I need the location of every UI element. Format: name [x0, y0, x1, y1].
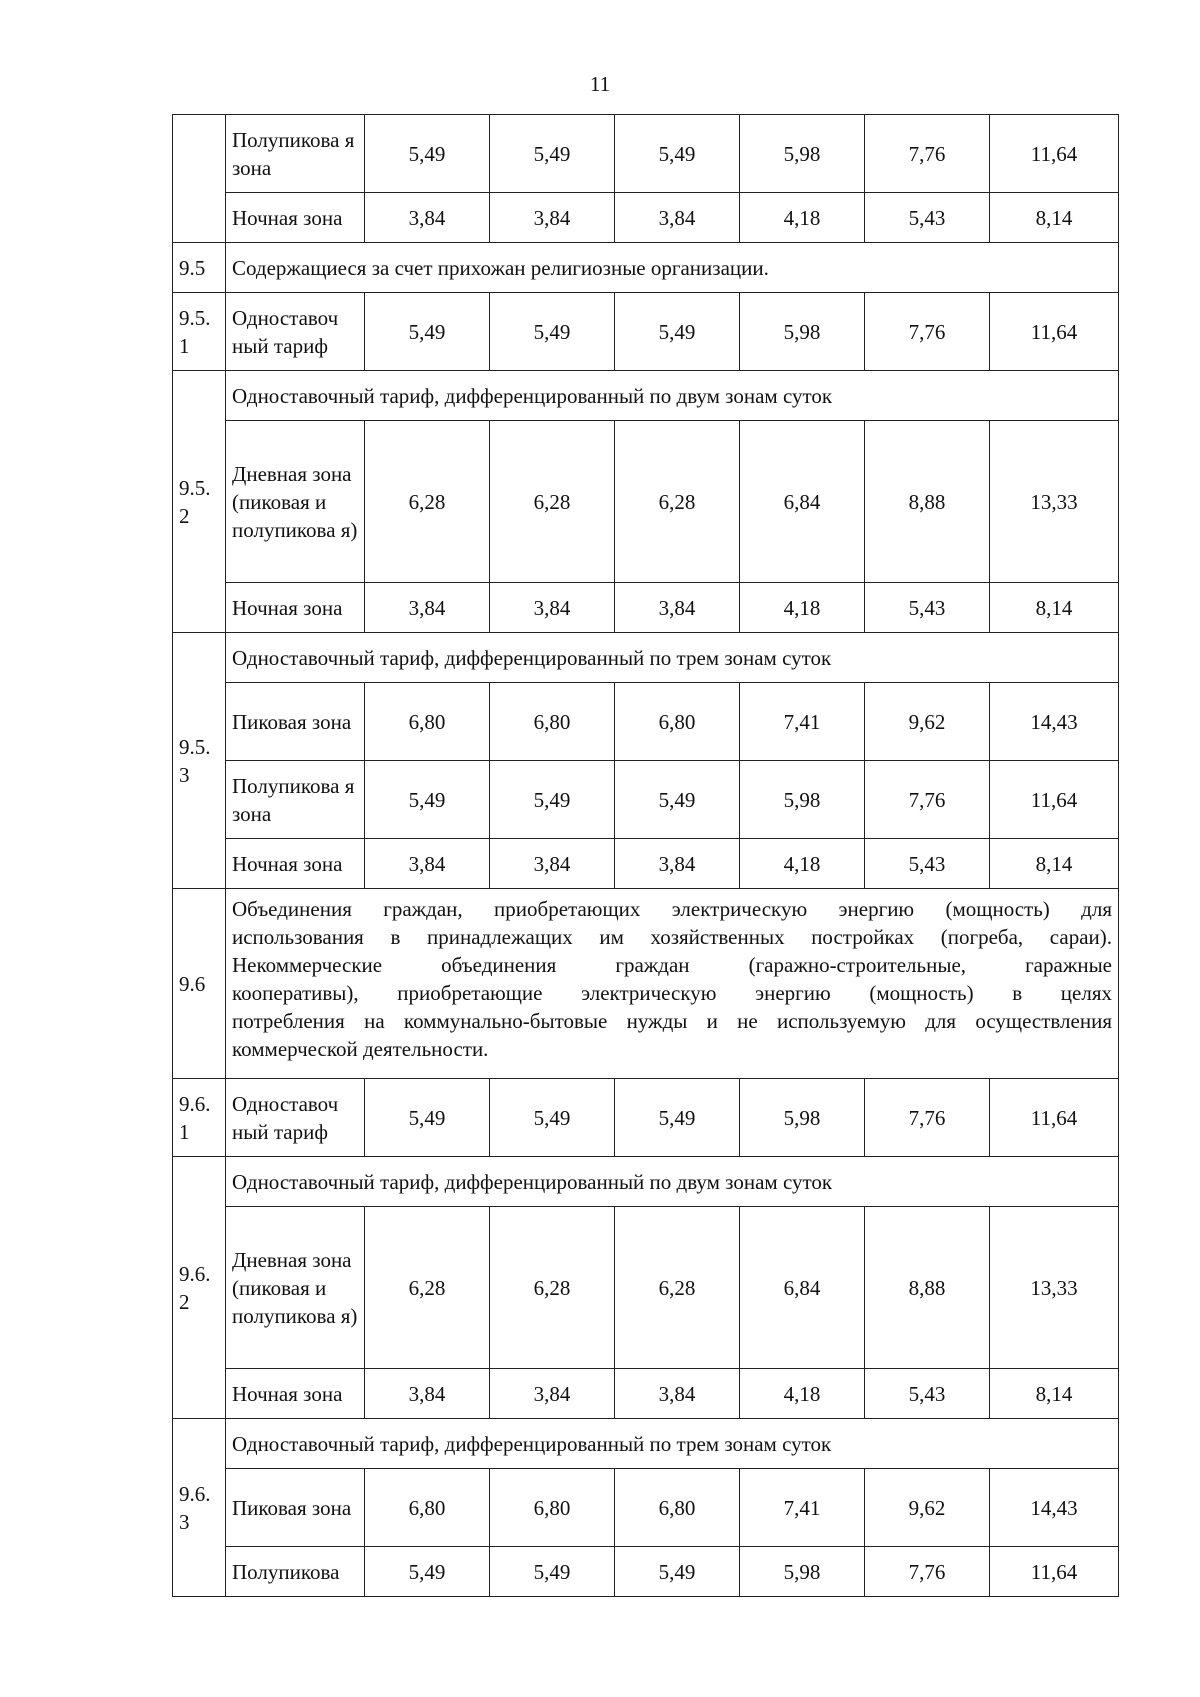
- tariff-value: 5,49: [615, 1079, 740, 1157]
- tariff-label: Одноставоч ный тариф: [226, 1079, 365, 1157]
- tariff-value: 7,41: [740, 1469, 865, 1547]
- description-line: потребления на коммунально-бытовые нужды и не используемую для осуществления: [232, 1009, 1112, 1033]
- tariff-value: 3,84: [365, 839, 490, 889]
- tariff-value: 7,76: [865, 761, 990, 839]
- tariff-value: 9,62: [865, 683, 990, 761]
- tariff-value: 3,84: [365, 193, 490, 243]
- tariff-value: 8,88: [865, 1207, 990, 1369]
- tariff-value: 5,98: [740, 293, 865, 371]
- table-row: [173, 1157, 1119, 1207]
- tariff-value: 8,14: [990, 839, 1119, 889]
- row-number: 9.5. 1: [173, 293, 226, 371]
- tariff-value: 4,18: [740, 583, 865, 633]
- description-line: Некоммерческие объединения граждан (гаражно-строительные, гаражные: [232, 953, 1112, 977]
- zone-label: Дневная зона (пиковая и полупикова я): [226, 1207, 365, 1369]
- tariff-value: 4,18: [740, 1369, 865, 1419]
- tariff-value: 6,80: [365, 683, 490, 761]
- zone-label: Полупикова я зона: [226, 115, 365, 193]
- table-row: [173, 1207, 1119, 1369]
- tariff-value: 11,64: [990, 115, 1119, 193]
- table-row: [173, 839, 1119, 889]
- tariff-value: 6,80: [615, 1469, 740, 1547]
- zone-label: Полупикова: [226, 1547, 365, 1597]
- table-row: [173, 1469, 1119, 1547]
- table-row: [173, 115, 1119, 193]
- section-heading: Одноставочный тариф, дифференцированный по трем зонам суток: [226, 633, 1119, 683]
- tariff-value: 6,28: [490, 1207, 615, 1369]
- zone-label: Ночная зона: [226, 193, 365, 243]
- tariff-value: 5,49: [490, 293, 615, 371]
- description-line: Объединения граждан, приобретающих электрическую энергию (мощность) для: [232, 897, 1112, 921]
- table-row: [173, 293, 1119, 371]
- tariff-value: 3,84: [490, 839, 615, 889]
- section-heading: Одноставочный тариф, дифференцированный по трем зонам суток: [226, 1419, 1119, 1469]
- row-number: 9.6: [173, 889, 226, 1079]
- tariff-value: 6,28: [615, 421, 740, 583]
- tariff-value: 7,76: [865, 1079, 990, 1157]
- tariff-value: 8,14: [990, 193, 1119, 243]
- tariff-value: 6,84: [740, 1207, 865, 1369]
- tariff-value: 3,84: [615, 193, 740, 243]
- tariff-value: 5,98: [740, 761, 865, 839]
- tariff-value: 3,84: [490, 193, 615, 243]
- tariff-value: 14,43: [990, 683, 1119, 761]
- tariff-value: 13,33: [990, 1207, 1119, 1369]
- tariff-value: 5,98: [740, 1079, 865, 1157]
- tariff-value: 6,80: [490, 683, 615, 761]
- tariff-value: 5,43: [865, 583, 990, 633]
- section-heading: Одноставочный тариф, дифференцированный по двум зонам суток: [226, 1157, 1119, 1207]
- table-row: [173, 633, 1119, 683]
- row-number: 9.5. 2: [173, 371, 226, 633]
- page-number: 11: [589, 72, 611, 96]
- tariff-value: 7,41: [740, 683, 865, 761]
- section-heading: Одноставочный тариф, дифференцированный по двум зонам суток: [226, 371, 1119, 421]
- row-number: 9.6. 2: [173, 1157, 226, 1419]
- zone-label: Пиковая зона: [226, 683, 365, 761]
- tariff-value: 3,84: [365, 1369, 490, 1419]
- table-row: [173, 1079, 1119, 1157]
- row-number: 9.5: [173, 243, 226, 293]
- tariff-value: 5,49: [615, 1547, 740, 1597]
- row-number: 9.6. 1: [173, 1079, 226, 1157]
- tariff-value: 3,84: [490, 1369, 615, 1419]
- description-line: коммерческой деятельности.: [232, 1037, 489, 1061]
- tariff-value: 11,64: [990, 761, 1119, 839]
- row-number: 9.6. 3: [173, 1419, 226, 1597]
- tariff-value: 6,84: [740, 421, 865, 583]
- tariff-value: 8,88: [865, 421, 990, 583]
- tariff-value: 6,28: [365, 421, 490, 583]
- tariff-value: 6,80: [490, 1469, 615, 1547]
- tariff-table: [172, 114, 1119, 1597]
- table-row: [173, 421, 1119, 583]
- table-row: [173, 761, 1119, 839]
- tariff-value: 6,28: [615, 1207, 740, 1369]
- description-line: использования в принадлежащих им хозяйственных постройках (погреба, сараи).: [232, 925, 1112, 949]
- tariff-value: 7,76: [865, 115, 990, 193]
- tariff-value: 5,49: [490, 761, 615, 839]
- section-heading: Содержащиеся за счет прихожан религиозные организации.: [226, 243, 1119, 293]
- tariff-value: 8,14: [990, 583, 1119, 633]
- tariff-value: 5,98: [740, 115, 865, 193]
- tariff-value: 13,33: [990, 421, 1119, 583]
- row-number-cell: [173, 115, 226, 243]
- tariff-value: 5,49: [365, 761, 490, 839]
- tariff-value: 8,14: [990, 1369, 1119, 1419]
- tariff-value: 5,49: [615, 293, 740, 371]
- section-description: [226, 889, 1119, 1079]
- tariff-value: 9,62: [865, 1469, 990, 1547]
- tariff-value: 3,84: [490, 583, 615, 633]
- tariff-value: 6,80: [615, 683, 740, 761]
- tariff-value: 14,43: [990, 1469, 1119, 1547]
- table-row: [173, 1419, 1119, 1469]
- table-row: [173, 193, 1119, 243]
- tariff-value: 11,64: [990, 293, 1119, 371]
- tariff-value: 5,49: [365, 293, 490, 371]
- tariff-value: 6,28: [365, 1207, 490, 1369]
- tariff-value: 5,49: [615, 761, 740, 839]
- tariff-value: 5,49: [365, 1547, 490, 1597]
- tariff-value: 5,49: [615, 115, 740, 193]
- zone-label: Полупикова я зона: [226, 761, 365, 839]
- tariff-value: 7,76: [865, 1547, 990, 1597]
- tariff-value: 5,49: [490, 115, 615, 193]
- tariff-value: 5,49: [490, 1547, 615, 1597]
- tariff-value: 3,84: [365, 583, 490, 633]
- tariff-value: 5,43: [865, 193, 990, 243]
- tariff-value: 4,18: [740, 839, 865, 889]
- table-row: [173, 371, 1119, 421]
- tariff-value: 5,49: [365, 1079, 490, 1157]
- zone-label: Ночная зона: [226, 583, 365, 633]
- table-row: [173, 583, 1119, 633]
- table-row: [173, 243, 1119, 293]
- tariff-value: 5,43: [865, 1369, 990, 1419]
- zone-label: Ночная зона: [226, 1369, 365, 1419]
- tariff-value: 3,84: [615, 839, 740, 889]
- tariff-label: Одноставоч ный тариф: [226, 293, 365, 371]
- zone-label: Ночная зона: [226, 839, 365, 889]
- tariff-value: 5,49: [490, 1079, 615, 1157]
- table-row: [173, 889, 1119, 1079]
- tariff-value: 5,49: [365, 115, 490, 193]
- tariff-value: 6,80: [365, 1469, 490, 1547]
- table-row: [173, 1547, 1119, 1597]
- description-line: кооперативы), приобретающие электрическую энергию (мощность) в целях: [232, 981, 1112, 1005]
- tariff-value: 11,64: [990, 1547, 1119, 1597]
- tariff-value: 11,64: [990, 1079, 1119, 1157]
- zone-label: Дневная зона (пиковая и полупикова я): [226, 421, 365, 583]
- tariff-value: 5,43: [865, 839, 990, 889]
- table-row: [173, 1369, 1119, 1419]
- row-number: 9.5. 3: [173, 633, 226, 889]
- tariff-value: 4,18: [740, 193, 865, 243]
- tariff-value: 6,28: [490, 421, 615, 583]
- tariff-value: 3,84: [615, 583, 740, 633]
- table-row: [173, 683, 1119, 761]
- tariff-value: 5,98: [740, 1547, 865, 1597]
- tariff-value: 7,76: [865, 293, 990, 371]
- tariff-value: 3,84: [615, 1369, 740, 1419]
- zone-label: Пиковая зона: [226, 1469, 365, 1547]
